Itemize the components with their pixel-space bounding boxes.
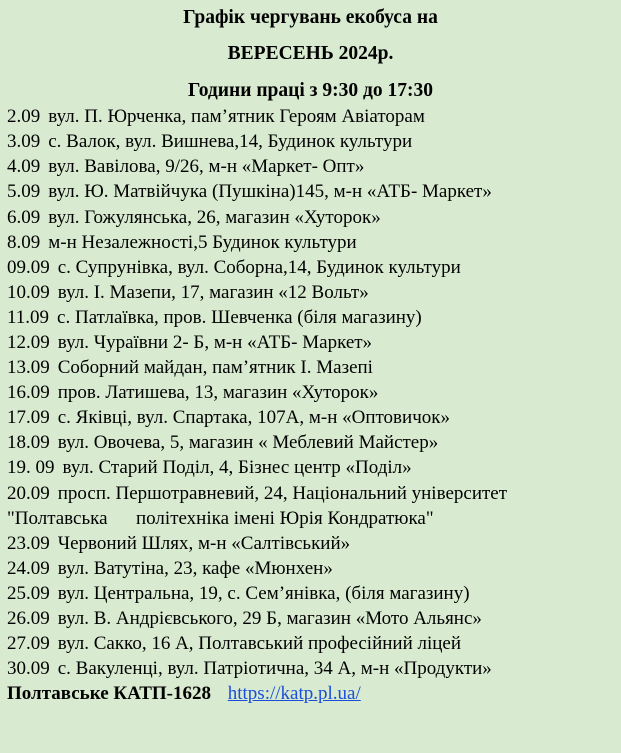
schedule-row — [7, 255, 621, 280]
schedule-row — [7, 631, 621, 656]
schedule-place: вул. П. Юрченка, пам’ятник Героям Авіаторам — [48, 106, 425, 128]
schedule-date: 27.09 — [7, 633, 50, 655]
website-link[interactable]: https://katp.pl.ua/ — [227, 683, 361, 705]
schedule-place: с. Патлаївка, пров. Шевченка (біля магазину) — [57, 306, 422, 328]
schedule-place: Соборний майдан, пам’ятник І. Мазепі — [57, 357, 373, 379]
schedule-row — [7, 355, 621, 380]
schedule-date: 2.09 — [7, 106, 41, 128]
schedule-date: 23.09 — [7, 532, 50, 554]
schedule-place: с. Валок, вул. Вишнева,14, Будинок культури — [48, 131, 413, 153]
schedule-row — [7, 581, 621, 606]
schedule-date: 09.09 — [7, 256, 50, 278]
schedule-place: вул. Чураївни 2- Б, м-н «АТБ- Маркет» — [57, 332, 373, 354]
schedule-date: 3.09 — [7, 131, 41, 153]
schedule-place: пров. Латишева, 13, магазин «Хуторок» — [57, 382, 379, 404]
schedule-place: вул. Ю. Матвійчука (Пушкіна)145, м-н «АТБ- Маркет» — [48, 181, 492, 203]
schedule-place: "Полтавська політехніка імені Юрія Кондратюка" — [7, 507, 434, 529]
schedule-place: Червоний Шлях, м-н «Салтівський» — [57, 532, 351, 554]
schedule-row — [7, 380, 621, 405]
schedule-list — [7, 104, 621, 681]
schedule-place: вул. Гожулянська, 26, магазин «Хуторок» — [48, 206, 381, 228]
schedule-date: 16.09 — [7, 382, 50, 404]
schedule-row — [7, 230, 621, 255]
schedule-place: просп. Першотравневий, 24, Національний університет — [57, 482, 508, 504]
schedule-date: 30.09 — [7, 658, 50, 680]
schedule-date: 4.09 — [7, 156, 41, 178]
schedule-place: вул. Сакко, 16 А, Полтавський професійний ліцей — [57, 633, 462, 655]
schedule-date: 11.09 — [7, 306, 50, 328]
schedule-row — [7, 179, 621, 204]
schedule-place: вул. Центральна, 19, с. Сем’янівка, (біля магазину) — [57, 582, 470, 604]
schedule-date: 26.09 — [7, 608, 50, 630]
schedule-date: 18.09 — [7, 432, 50, 454]
schedule-place: вул. Старий Поділ, 4, Бізнес центр «Поділ» — [62, 457, 412, 479]
schedule-row — [7, 405, 621, 430]
schedule-place: вул. Вавілова, 9/26, м-н «Маркет- Опт» — [48, 156, 365, 178]
schedule-place: м-н Незалежності,5 Будинок культури — [48, 231, 357, 253]
schedule-date: 8.09 — [7, 231, 41, 253]
schedule-date: 25.09 — [7, 582, 50, 604]
schedule-place: вул. І. Мазепи, 17, магазин «12 Вольт» — [57, 281, 369, 303]
schedule-date: 20.09 — [7, 482, 50, 504]
working-hours: Години праці з 9:30 до 17:30 — [188, 79, 433, 101]
schedule-row — [7, 154, 621, 179]
schedule-row — [7, 455, 621, 480]
schedule-place: вул. Ватутіна, 23, кафе «Мюнхен» — [57, 557, 333, 579]
schedule-place: с. Яківці, вул. Спартака, 107А, м-н «Оптовичок» — [57, 407, 450, 429]
schedule-date: 12.09 — [7, 332, 50, 354]
schedule-date: 13.09 — [7, 357, 50, 379]
schedule-place: вул. Овочева, 5, магазин « Меблевий Майстер» — [57, 432, 439, 454]
schedule-row — [7, 430, 621, 455]
schedule-place: с. Вакуленці, вул. Патріотична, 34 А, м-н «Продукти» — [57, 658, 492, 680]
schedule-place: с. Супрунівка, вул. Соборна,14, Будинок культури — [57, 256, 461, 278]
schedule-row — [7, 606, 621, 631]
schedule-row — [7, 129, 621, 154]
schedule-date: 10.09 — [7, 281, 50, 303]
schedule-date: 5.09 — [7, 181, 41, 203]
schedule-row — [7, 481, 621, 506]
schedule-row — [7, 104, 621, 129]
schedule-row — [7, 506, 621, 531]
schedule-date: 17.09 — [7, 407, 50, 429]
schedule-row — [7, 330, 621, 355]
document-month: ВЕРЕСЕНЬ 2024р. — [227, 43, 394, 65]
schedule-date: 6.09 — [7, 206, 41, 228]
schedule-row — [7, 205, 621, 230]
document-title: Графік чергувань екобуса на — [183, 7, 438, 28]
schedule-date: 24.09 — [7, 557, 50, 579]
schedule-row — [7, 556, 621, 581]
schedule-date: 19. 09 — [7, 457, 55, 479]
schedule-place: вул. В. Андрієвського, 29 Б, магазин «Мото Альянс» — [57, 608, 482, 630]
schedule-row — [7, 280, 621, 305]
footer — [7, 681, 621, 706]
schedule-row — [7, 305, 621, 330]
schedule-row — [7, 656, 621, 681]
organization-name: Полтавське КАТП-1628 — [7, 683, 211, 705]
schedule-row — [7, 531, 621, 556]
